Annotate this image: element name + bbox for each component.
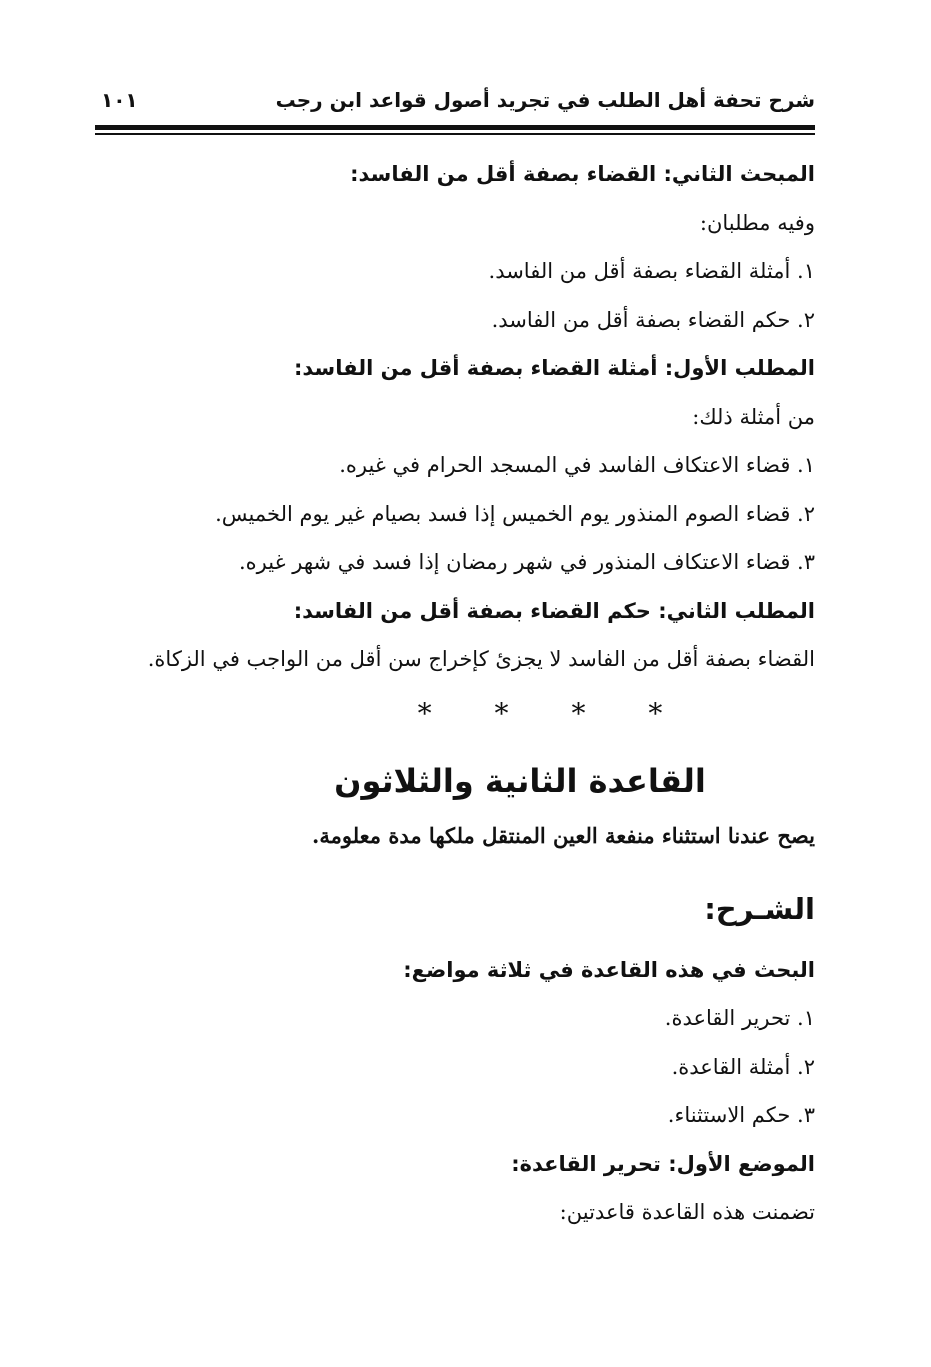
matlab-one-heading: المطلب الأول: أمثلة القضاء بصفة أقل من الفاسد: <box>294 356 815 380</box>
section-two-heading: المبحث الثاني: القضاء بصفة أقل من الفاسد: <box>350 162 815 186</box>
section-separator <box>95 684 815 748</box>
rule-title: القاعدة الثانية والثلاثون <box>334 761 706 800</box>
list-item: ١. تحرير القاعدة. <box>664 1006 815 1030</box>
page-body <box>95 150 815 1237</box>
sharh-heading: الشـرح: <box>704 891 815 926</box>
running-title: شرح تحفة أهل الطلب في تجريد أصول قواعد ابن رجب <box>275 88 815 112</box>
page-header <box>95 84 815 116</box>
header-rule-thick <box>95 125 815 130</box>
first-topic-heading: الموضع الأول: تحرير القاعدة: <box>511 1151 815 1176</box>
list-item: ٢. أمثلة القاعدة. <box>671 1054 815 1079</box>
list-item: ٢. حكم القضاء بصفة أقل من الفاسد. <box>491 307 815 332</box>
list-item: ٣. حكم الاستثناء. <box>667 1103 815 1127</box>
section-two-intro: وفيه مطلبان: <box>699 210 815 235</box>
separator-star: * <box>494 696 509 730</box>
matlab-two-text: القضاء بصفة أقل من الفاسد لا يجزئ كإخراج سن أقل من الواجب في الزكاة. <box>147 647 815 671</box>
page-number: ١٠١ <box>101 88 138 112</box>
separator-star: * <box>648 696 663 730</box>
sharh-intro-heading: البحث في هذه القاعدة في ثلاثة مواضع: <box>403 957 815 982</box>
separator-star: * <box>571 696 586 730</box>
list-item: ٣. قضاء الاعتكاف المنذور في شهر رمضان إذا فسد في شهر غيره. <box>239 550 815 574</box>
first-topic-text: تضمنت هذه القاعدة قاعدتين: <box>559 1200 815 1224</box>
matlab-two-heading: المطلب الثاني: حكم القضاء بصفة أقل من الفاسد: <box>293 598 815 623</box>
rule-text: يصح عندنا استثناء منفعة العين المنتقل ملكها مدة معلومة. <box>312 822 815 848</box>
matlab-one-intro: من أمثلة ذلك: <box>692 404 815 429</box>
list-item: ٢. قضاء الصوم المنذور يوم الخميس إذا فسد بصيام غير يوم الخميس. <box>215 501 815 526</box>
list-item: ١. قضاء الاعتكاف الفاسد في المسجد الحرام في غيره. <box>339 453 815 477</box>
separator-star: * <box>417 696 432 730</box>
header-rule-thin <box>95 133 815 135</box>
list-item: ١. أمثلة القضاء بصفة أقل من الفاسد. <box>488 259 815 283</box>
